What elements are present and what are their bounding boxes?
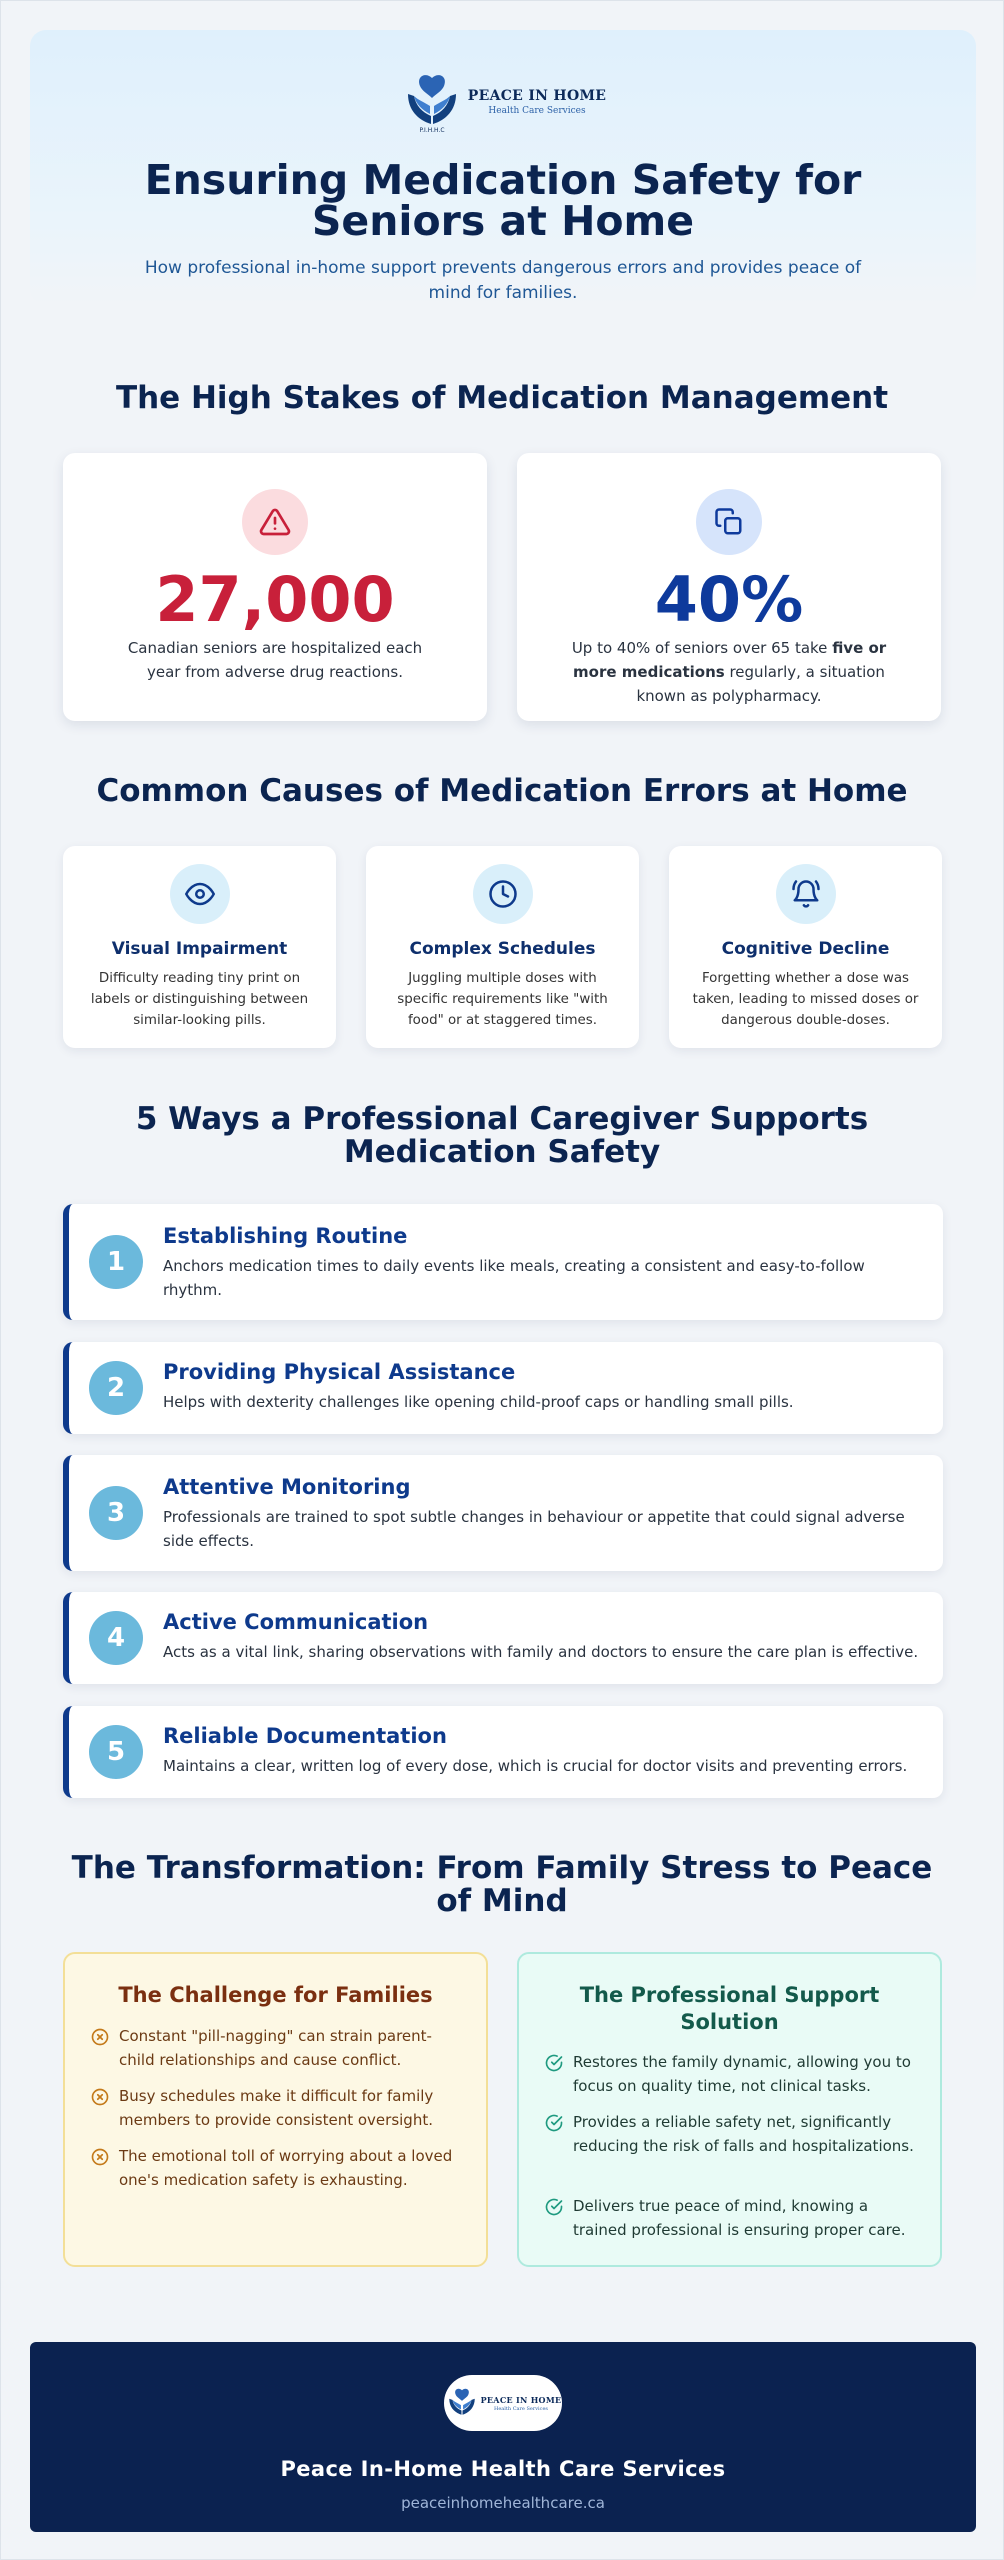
step-description: Professionals are trained to spot subtle changes in behaviour or appetite that could signal adverse side effects. (163, 1508, 905, 1550)
clock-icon (473, 864, 533, 924)
stat-description-emphasis: five or more medications (573, 639, 887, 681)
footer-logo (444, 2375, 562, 2431)
brand-name: PEACE IN HOME (480, 2394, 562, 2405)
brand-name: PEACE IN HOME (467, 88, 607, 104)
check-circle-icon (545, 2114, 563, 2132)
step-number-badge: 1 (89, 1235, 143, 1289)
copy-icon (696, 489, 762, 555)
hands-heart-logo-icon (400, 70, 464, 134)
stakes-heading: The High Stakes of Medication Management (115, 380, 889, 416)
cause-card-visual-impairment (63, 846, 336, 1048)
hero-header (30, 30, 976, 305)
footer-company-name: Peace In-Home Health Care Services (280, 2457, 726, 2481)
cause-description: Forgetting whether a dose was taken, leading to missed doses or dangerous double-doses. (692, 971, 919, 1028)
step-number-badge: 3 (89, 1486, 143, 1540)
step-card (63, 1706, 943, 1798)
svg-text:P.I.H.H.C: P.I.H.H.C (419, 127, 445, 134)
solution-item: Provides a reliable safety net, significantly reducing the risk of falls and hospitalizations. (545, 2110, 914, 2158)
challenge-card (63, 1952, 488, 2267)
cause-title: Visual Impairment (111, 939, 288, 959)
x-circle-icon (91, 2028, 109, 2046)
page-title: Ensuring Medication Safety for Seniors at Home (144, 156, 862, 245)
step-title: Establishing Routine (163, 1224, 408, 1248)
stat-card-hospitalizations (63, 453, 487, 721)
check-circle-icon (545, 2054, 563, 2072)
step-card (63, 1342, 943, 1434)
step-description: Maintains a clear, written log of every dose, which is crucial for doctor visits and preventing errors. (163, 1757, 908, 1775)
cause-title: Cognitive Decline (721, 939, 890, 959)
stat-description: Canadian seniors are hospitalized each year from adverse drug reactions. (127, 639, 423, 681)
footer (30, 2342, 976, 2532)
step-title: Reliable Documentation (163, 1724, 447, 1748)
step-number-badge: 5 (89, 1725, 143, 1779)
solution-title: The Professional Support Solution (579, 1983, 880, 2034)
step-card (63, 1455, 943, 1571)
hands-heart-logo-icon (445, 2386, 479, 2420)
challenge-item: The emotional toll of worrying about a loved one's medication safety is exhausting. (91, 2144, 460, 2192)
step-title: Attentive Monitoring (163, 1475, 411, 1499)
step-card (63, 1592, 943, 1684)
page-subtitle: How professional in-home support prevents dangerous errors and provides peace of mind for families. (144, 258, 862, 303)
cause-card-complex-schedules (366, 846, 639, 1048)
step-title: Active Communication (163, 1610, 429, 1634)
challenge-item: Constant "pill-nagging" can strain parent-child relationships and cause conflict. (91, 2024, 460, 2072)
cause-card-cognitive-decline (669, 846, 942, 1048)
solution-item: Restores the family dynamic, allowing you to focus on quality time, not clinical tasks. (545, 2050, 914, 2098)
step-description: Helps with dexterity challenges like opening child-proof caps or handling small pills. (163, 1393, 794, 1411)
warning-triangle-icon (242, 489, 308, 555)
x-circle-icon (91, 2088, 109, 2106)
step-description: Acts as a vital link, sharing observations with family and doctors to ensure the care plan is effective. (163, 1643, 919, 1661)
step-card (63, 1204, 943, 1320)
x-circle-icon (91, 2148, 109, 2166)
footer-website-link[interactable]: peaceinhomehealthcare.ca (401, 2494, 605, 2512)
brand-logo (30, 70, 976, 134)
transformation-heading: The Transformation: From Family Stress to Peace of Mind (71, 1850, 933, 1919)
eye-icon (170, 864, 230, 924)
challenge-title: The Challenge for Families (118, 1983, 433, 2007)
brand-tagline: Health Care Services (493, 2405, 548, 2412)
stat-card-polypharmacy (517, 453, 941, 721)
ways-heading: 5 Ways a Professional Caregiver Supports Medication Safety (135, 1101, 869, 1170)
step-title: Providing Physical Assistance (163, 1360, 516, 1384)
challenge-item: Busy schedules make it difficult for family members to provide consistent oversight. (91, 2084, 460, 2132)
stat-description: Up to 40% of seniors over 65 take five or more medications regularly, a situation known as polypharmacy. (571, 639, 887, 705)
step-number-badge: 4 (89, 1611, 143, 1665)
cause-title: Complex Schedules (409, 939, 596, 959)
cause-description: Difficulty reading tiny print on labels or distinguishing between similar-looking pills. (90, 971, 309, 1028)
bell-icon (776, 864, 836, 924)
solution-item: Delivers true peace of mind, knowing a trained professional is ensuring proper care. (545, 2194, 914, 2242)
causes-heading: Common Causes of Medication Errors at Home (96, 773, 908, 809)
cause-description: Juggling multiple doses with specific requirements like "with food" or at staggered times. (397, 971, 608, 1028)
step-description: Anchors medication times to daily events like meals, creating a consistent and easy-to-follow rhythm. (163, 1257, 865, 1299)
stat-value: 40% (654, 563, 804, 636)
check-circle-icon (545, 2198, 563, 2216)
solution-card (517, 1952, 942, 2267)
stat-value: 27,000 (155, 563, 395, 636)
brand-tagline: Health Care Services (488, 106, 586, 116)
step-number-badge: 2 (89, 1361, 143, 1415)
